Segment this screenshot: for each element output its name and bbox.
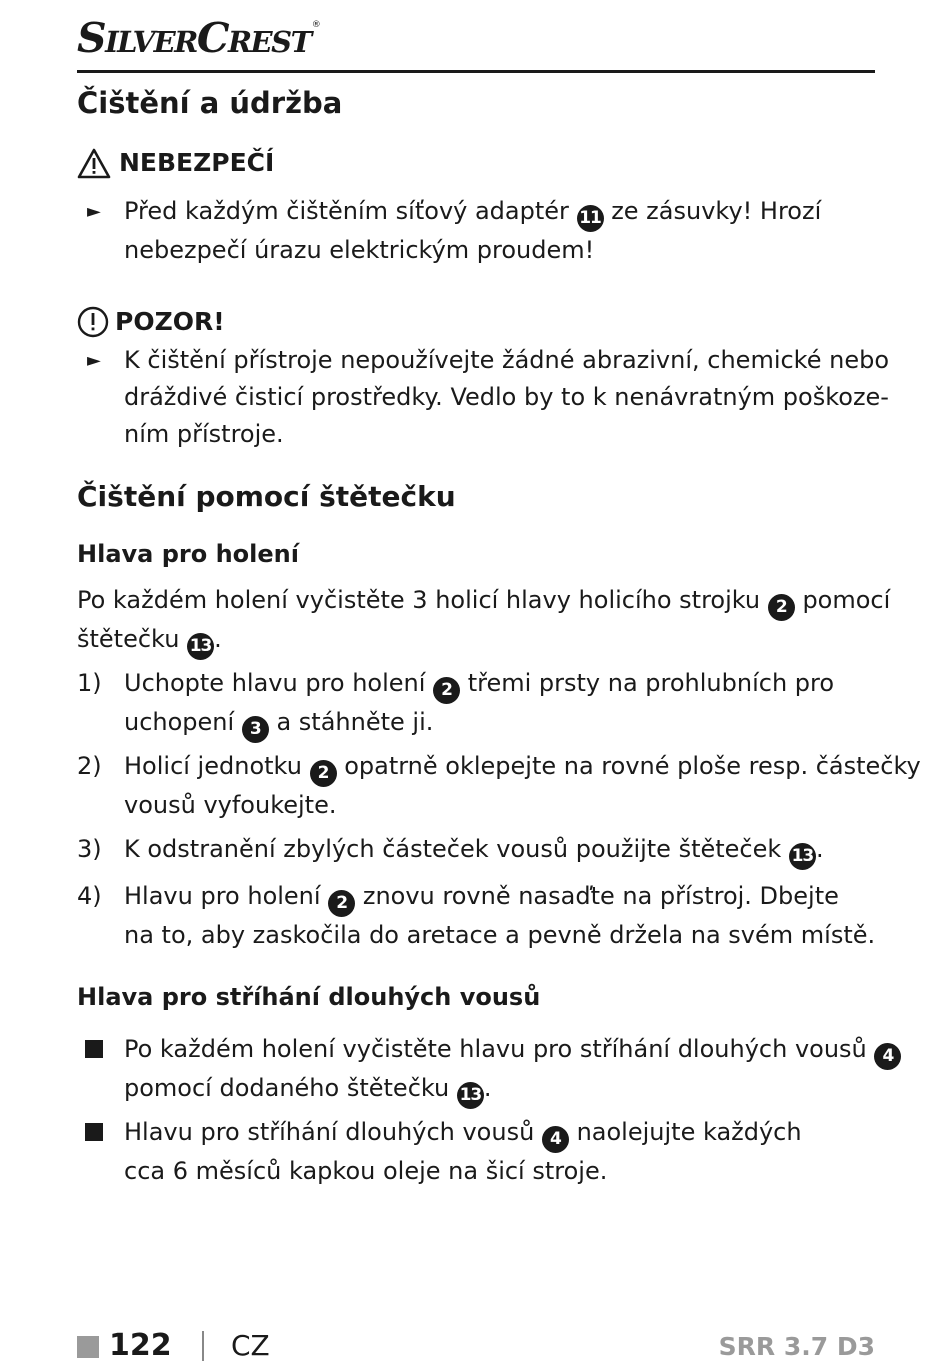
page-footer [77, 1327, 875, 1367]
intro-text-part: pomocí [802, 586, 891, 614]
reference-number: 13 [789, 843, 816, 870]
page-number: 122 [109, 1328, 172, 1363]
danger-text [124, 193, 821, 269]
danger-heading [77, 147, 274, 179]
reference-number: 2 [433, 677, 460, 704]
reference-number: 4 [542, 1126, 569, 1153]
section-title: Čištění a údržba [77, 86, 343, 120]
header-rule [77, 70, 875, 73]
reference-number: 11 [577, 205, 604, 232]
item-text-part: Po každém holení vyčistěte hlavu pro stříhání dlouhých vousů [124, 1035, 867, 1063]
model-number: SRR 3.7 D3 [718, 1332, 875, 1361]
caution-heading [77, 306, 225, 338]
item-text-part: . [483, 1074, 492, 1102]
bullet-arrow-icon: ► [87, 350, 101, 371]
step-number: 2) [77, 752, 102, 780]
step-text-part: znovu rovně nasaďte na přístroj. Dbejte [362, 882, 839, 910]
item-text-part: pomocí dodaného štětečku [124, 1074, 450, 1102]
reference-number: 3 [242, 716, 269, 743]
reference-number: 13 [187, 633, 214, 660]
caution-text [124, 342, 889, 453]
step-text [124, 878, 875, 954]
subsection-title: Čištění pomocí štětečku [77, 480, 456, 513]
registered-mark: ® [311, 20, 321, 30]
step-text [124, 831, 824, 870]
item-text-part: Hlavu pro stříhání dlouhých vousů [124, 1118, 535, 1146]
long-hair-item [124, 1031, 901, 1109]
footer-square-icon [77, 1336, 99, 1358]
brand-logo [77, 14, 321, 62]
step-number: 1) [77, 669, 102, 697]
reference-number: 4 [874, 1043, 901, 1070]
footer-divider [202, 1331, 204, 1361]
caution-title: POZOR! [115, 307, 225, 336]
exclamation-circle-icon [77, 306, 109, 338]
long-hair-head-heading: Hlava pro stříhání dlouhých vousů [77, 983, 541, 1011]
bullet-arrow-icon: ► [87, 201, 101, 222]
warning-triangle-icon [77, 148, 111, 179]
danger-text-part: Před každým čištěním síťový adaptér [124, 197, 569, 225]
danger-text-line: nebezpečí úrazu elektrickým proudem! [124, 236, 595, 264]
intro-text-part: štětečku [77, 625, 180, 653]
danger-text-part: ze zásuvky! Hrozí [611, 197, 822, 225]
step-number: 4) [77, 882, 102, 910]
step-text-part: Holicí jednotku [124, 752, 302, 780]
bullet-square-icon [85, 1123, 103, 1141]
caution-text-line: K čištění přístroje nepoužívejte žádné abrazivní, chemické nebo [124, 346, 890, 374]
step-number: 3) [77, 835, 102, 863]
shaving-head-heading: Hlava pro holení [77, 540, 299, 568]
reference-number: 2 [328, 890, 355, 917]
step-text-line: na to, aby zaskočila do aretace a pevně držela na svém místě. [124, 921, 876, 949]
step-text-part: třemi prsty na prohlubních pro [467, 669, 835, 697]
brand-name: SilverCrest [77, 14, 311, 62]
step-text-part: a stáhněte ji. [276, 708, 434, 736]
intro-text-part: Po každém holení vyčistěte 3 holicí hlavy holicího strojku [77, 586, 761, 614]
step-text-part: uchopení [124, 708, 235, 736]
step-text-line: vousů vyfoukejte. [124, 791, 337, 819]
item-text-line: cca 6 měsíců kapkou oleje na šicí stroje. [124, 1157, 608, 1185]
long-hair-item [124, 1114, 802, 1190]
reference-number: 2 [768, 594, 795, 621]
step-text [124, 665, 834, 743]
reference-number: 2 [310, 760, 337, 787]
step-text-part: Hlavu pro holení [124, 882, 321, 910]
reference-number: 13 [457, 1082, 484, 1109]
step-text [124, 748, 921, 824]
danger-title: NEBEZPEČÍ [119, 148, 275, 177]
step-text-part: K odstranění zbylých částeček vousů použijte štěteček [124, 835, 782, 863]
intro-text-part: . [214, 625, 222, 653]
bullet-square-icon [85, 1040, 103, 1058]
step-text-part: Uchopte hlavu pro holení [124, 669, 426, 697]
step-text-part: opatrně oklepejte na rovné ploše resp. částečky [344, 752, 921, 780]
shaving-head-intro [77, 582, 890, 660]
caution-text-line: dráždivé čisticí prostředky. Vedlo by to k nenávratným poškoze- [124, 383, 889, 411]
step-text-part: . [815, 835, 824, 863]
caution-text-line: ním přístroje. [124, 420, 284, 448]
language-code: CZ [231, 1329, 270, 1362]
manual-page [77, 0, 921, 1365]
item-text-part: naolejujte každých [576, 1118, 802, 1146]
